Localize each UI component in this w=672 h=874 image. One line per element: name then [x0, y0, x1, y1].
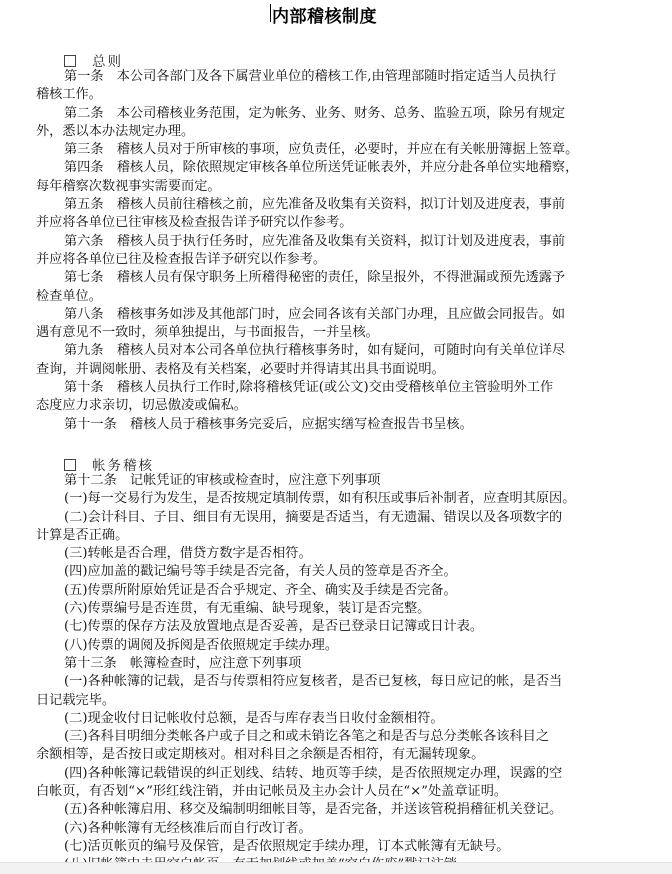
- section-general-body: [36, 68, 596, 434]
- ledger-item-6: (六)各种帐簿有无经核准后而自行改订者。: [64, 820, 312, 836]
- ledger-item-5: (五)各种帐簿启用、移交及编制明细帐目等，是否完备，并送该管税捐稽征机关登记。: [64, 802, 563, 818]
- article-12: 第十二条 记帐凭证的审核或检查时，应注意下列事项: [64, 473, 381, 488]
- article-10: 第十条 稽核人员执行工作时,除将稽核凭证(或公文)交由受稽核单位主管验明外工作 态度应力求亲切，切忌傲凌或偏私。: [36, 380, 554, 414]
- ledger-item-2: (二)现金收付日记帐收付总额，是否与库存表当日收付金额相符。: [64, 710, 444, 726]
- item-4: (四)应加盖的戳记编号等手续是否完备，有关人员的签章是否齐全。: [64, 564, 457, 580]
- article-3: 第三条 稽核人员对于所审核的事项，应负责任，必要时，并应在有关帐册簿据上签章。: [64, 142, 579, 158]
- article-11: 第十一条 稽核人员于稽核事务完妥后，应据实缮写检查报告书呈核。: [64, 416, 473, 432]
- article-5: 第五条 稽核人员前往稽核之前，应先准备及收集有关资料，拟订计划及进度表，事前 并应将各单位已往审核及检查报告详予研究以作参考。: [36, 197, 566, 231]
- item-1: (一)每一交易行为发生，是否按规定填制传票，如有积压或事后补制者，应查明其原因。: [64, 491, 576, 507]
- item-6: (六)传票编号是否连贯，有无重编、缺号现象，装订是否完整。: [64, 601, 431, 617]
- article-13: 第十三条 帐簿检查时，应注意下列事项: [64, 655, 302, 671]
- section-heading-accounting: 帐务稽核: [64, 454, 154, 474]
- text-cursor: [270, 4, 271, 22]
- article-4: 第四条 稽核人员，除依照规定审核各单位所送凭证帐表外，并应分赴各单位实地稽察， 每年稽察次数视事实需要而定。: [36, 160, 579, 194]
- item-3: (三)转帐是否合理，借贷方数字是否相符。: [64, 546, 312, 562]
- item-2: (二)会计科目、子目、细目有无误用，摘要是否适当，有无遗漏、错误以及各项数字的 计算是否正确。: [36, 509, 563, 543]
- viewer-bottom-bar: [0, 862, 672, 874]
- article-6: 第六条 稽核人员于执行任务时，应先准备及收集有关资料，拟订计划及进度表，事前 并应将各单位已往及检查报告详予研究以作参考。: [36, 233, 566, 267]
- article-2: 第二条 本公司稽核业务范围，定为帐务、业务、财务、总务、监验五项，除另有规定 外，悉以本办法规定办理。: [36, 105, 566, 139]
- article-1: 第一条 本公司各部门及各下属营业单位的稽核工作,由管理部随时指定适当人员执行 稽核工作。: [36, 69, 557, 103]
- item-8: (八)传票的调阅及拆阅是否依照规定手续办理。: [64, 637, 339, 653]
- ledger-item-4: (四)各种帐簿记载错误的纠正划线、结转、地页等手续，是否依照规定办理，误露的空 白帐页，有否划“×”形红线注销，并由记帐员及主办会计人员在“×”处盖章证明。: [36, 765, 563, 800]
- checkbox-icon: [64, 55, 76, 67]
- ledger-item-7: (七)活页帐页的编号及保管，是否依照规定手续办理，订本式帐簿有无缺号。: [64, 838, 510, 854]
- checkbox-icon: [64, 459, 76, 471]
- item-7: (七)传票的保存方法及放置地点是否妥善，是否已登录日记簿或日计表。: [64, 619, 484, 635]
- article-8: 第八条 稽核事务如涉及其他部门时，应会同各该有关部门办理，且应做会同报告。如 遇有意见不一致时，须单独提出，与书面报告，一并呈核。: [36, 306, 566, 341]
- section-heading-general: 总则: [64, 50, 123, 70]
- article-9: 第九条 稽核人员对本公司各单位执行稽核事务时，如有疑问，可随时向有关单位详尽 查询，并调阅帐册、表格及有关档案，必要时并得请其出具书面说明。: [36, 343, 566, 377]
- item-5: (五)传票所附原始凭证是否合乎规定、齐全、确实及手续是否完备。: [64, 582, 457, 598]
- article-7: 第七条 稽核人员有保守职务上所稽得秘密的责任，除呈报外，不得泄漏或预先透露予 检查单位。: [36, 270, 566, 304]
- ledger-item-1: (一)各种帐簿的记载，是否与传票相符应复核者，是否已复核，每日应记的帐，是否当 日记载完毕。: [36, 674, 563, 708]
- document-title: 内部稽核制度: [272, 7, 377, 27]
- ledger-item-3: (三)各科目明细分类帐各户或子目之和或未销讫各笔之和是否与总分类帐各该科目之 余额相等，是否按日或定期核对。相对科目之余额是否相符，有无漏转现象。: [36, 729, 550, 763]
- section-accounting-body: [36, 472, 596, 874]
